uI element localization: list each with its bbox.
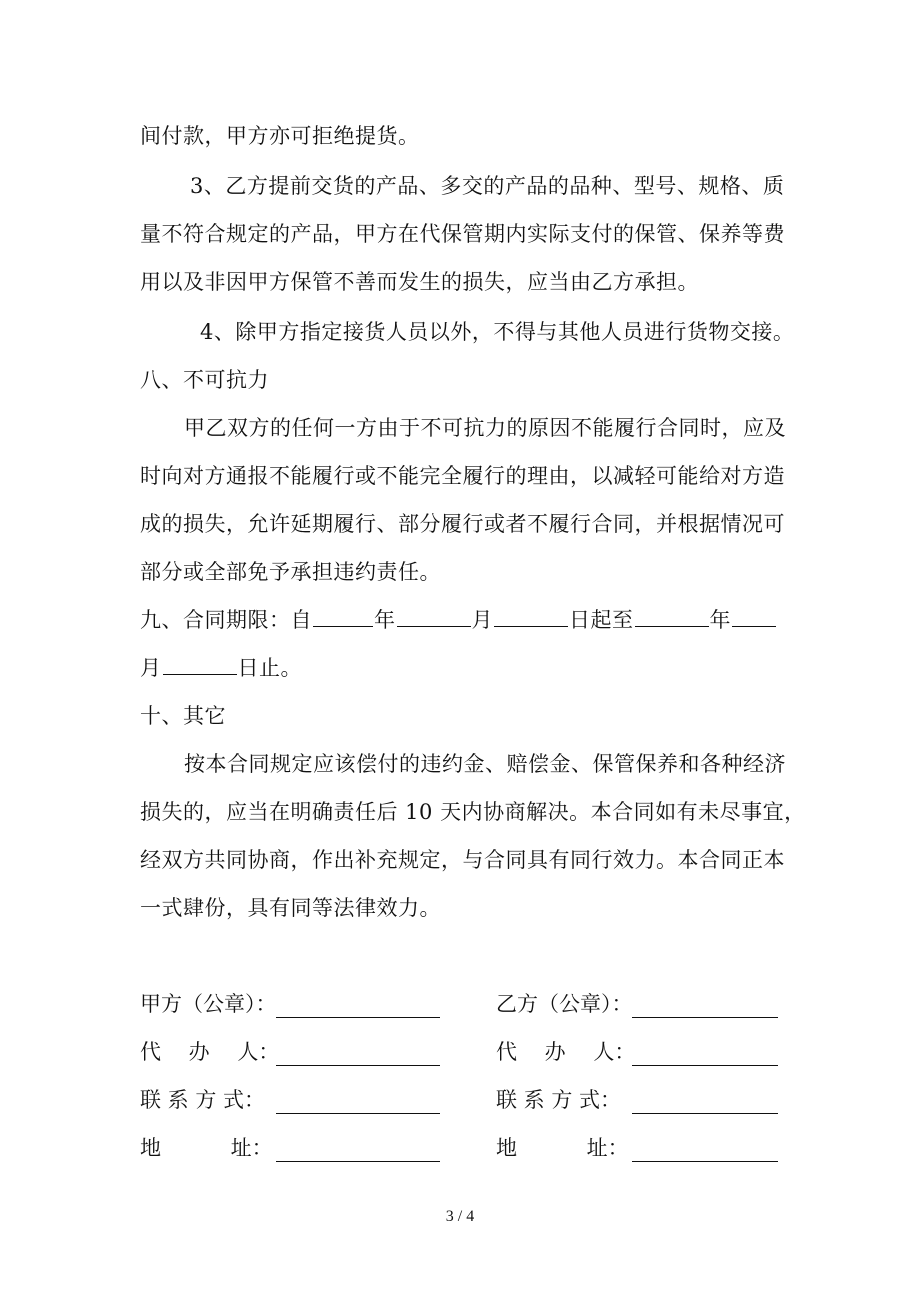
contract-term-line: [140, 654, 800, 682]
party-b-seal-row: [496, 990, 778, 1018]
party-a-seal-label: 甲方（公章）：: [140, 992, 277, 1016]
party-a-contact-label: 联 系 方 式：: [140, 1088, 266, 1112]
signature-line: [276, 995, 440, 1018]
blank-field: [313, 606, 373, 627]
term-year-label: 年: [709, 608, 731, 632]
signature-line: [276, 1091, 440, 1114]
body-line: 甲乙双方的任何一方由于不可抗力的原因不能履行合同时，应及: [184, 416, 786, 440]
signature-line: [276, 1043, 440, 1066]
party-a-address-label: 地 址：: [140, 1136, 273, 1160]
body-line: 部分或全部免予承担违约责任。: [140, 560, 441, 584]
body-line: 损失的，应当在明确责任后 10 天内协商解决。本合同如有未尽事宜，: [140, 800, 806, 824]
body-line: 量不符合规定的产品，甲方在代保管期内实际支付的保管、保养等费: [140, 222, 785, 246]
term-prefix: 九、合同期限：自: [140, 608, 312, 632]
party-b-agent-row: [496, 1038, 778, 1066]
party-b-agent-label: 代 办 人：: [496, 1040, 636, 1064]
party-b-address-label: 地 址：: [496, 1136, 629, 1160]
party-a-contact-row: [140, 1086, 440, 1114]
signature-line: [632, 995, 778, 1018]
term-month-label: 月: [140, 656, 162, 680]
blank-field: [635, 606, 709, 627]
body-line: 成的损失，允许延期履行、部分履行或者不履行合同，并根据情况可: [140, 512, 785, 536]
contract-term-line: [140, 606, 800, 634]
term-end-label: 日止。: [237, 656, 302, 680]
page-number: 3 / 4: [445, 1208, 475, 1225]
body-line: 3、乙方提前交货的产品、多交的产品的品种、型号、规格、质: [190, 174, 785, 198]
party-b-contact-label: 联 系 方 式：: [496, 1088, 622, 1112]
body-line: 间付款，甲方亦可拒绝提货。: [140, 124, 420, 148]
term-month-label: 月: [471, 608, 493, 632]
party-b-address-row: [496, 1134, 778, 1162]
body-line: 一式肆份，具有同等法律效力。: [140, 896, 441, 920]
signature-line: [632, 1139, 778, 1162]
body-line: 经双方共同协商，作出补充规定，与合同具有同行效力。本合同正本: [140, 848, 785, 872]
term-day-label: 日起至: [569, 608, 634, 632]
section-heading: 八、不可抗力: [140, 368, 269, 392]
blank-field: [163, 654, 237, 675]
party-a-address-row: [140, 1134, 440, 1162]
party-a-seal-row: [140, 990, 440, 1018]
blank-field: [397, 606, 471, 627]
body-line: 用以及非因甲方保管不善而发生的损失，应当由乙方承担。: [140, 270, 699, 294]
blank-field: [494, 606, 568, 627]
section-heading: 十、其它: [140, 704, 226, 728]
party-b-seal-label: 乙方（公章）：: [496, 992, 633, 1016]
party-a-agent-label: 代 办 人：: [140, 1040, 280, 1064]
party-b-contact-row: [496, 1086, 778, 1114]
body-line: 时向对方通报不能履行或不能完全履行的理由，以减轻可能给对方造: [140, 464, 785, 488]
body-line: 按本合同规定应该偿付的违约金、赔偿金、保管保养和各种经济: [184, 752, 786, 776]
term-year-label: 年: [374, 608, 396, 632]
signature-line: [632, 1043, 778, 1066]
party-a-agent-row: [140, 1038, 440, 1066]
signature-line: [632, 1091, 778, 1114]
signature-line: [276, 1139, 440, 1162]
blank-field: [732, 606, 776, 627]
body-line: 4、除甲方指定接货人员以外，不得与其他人员进行货物交接。: [200, 320, 795, 344]
